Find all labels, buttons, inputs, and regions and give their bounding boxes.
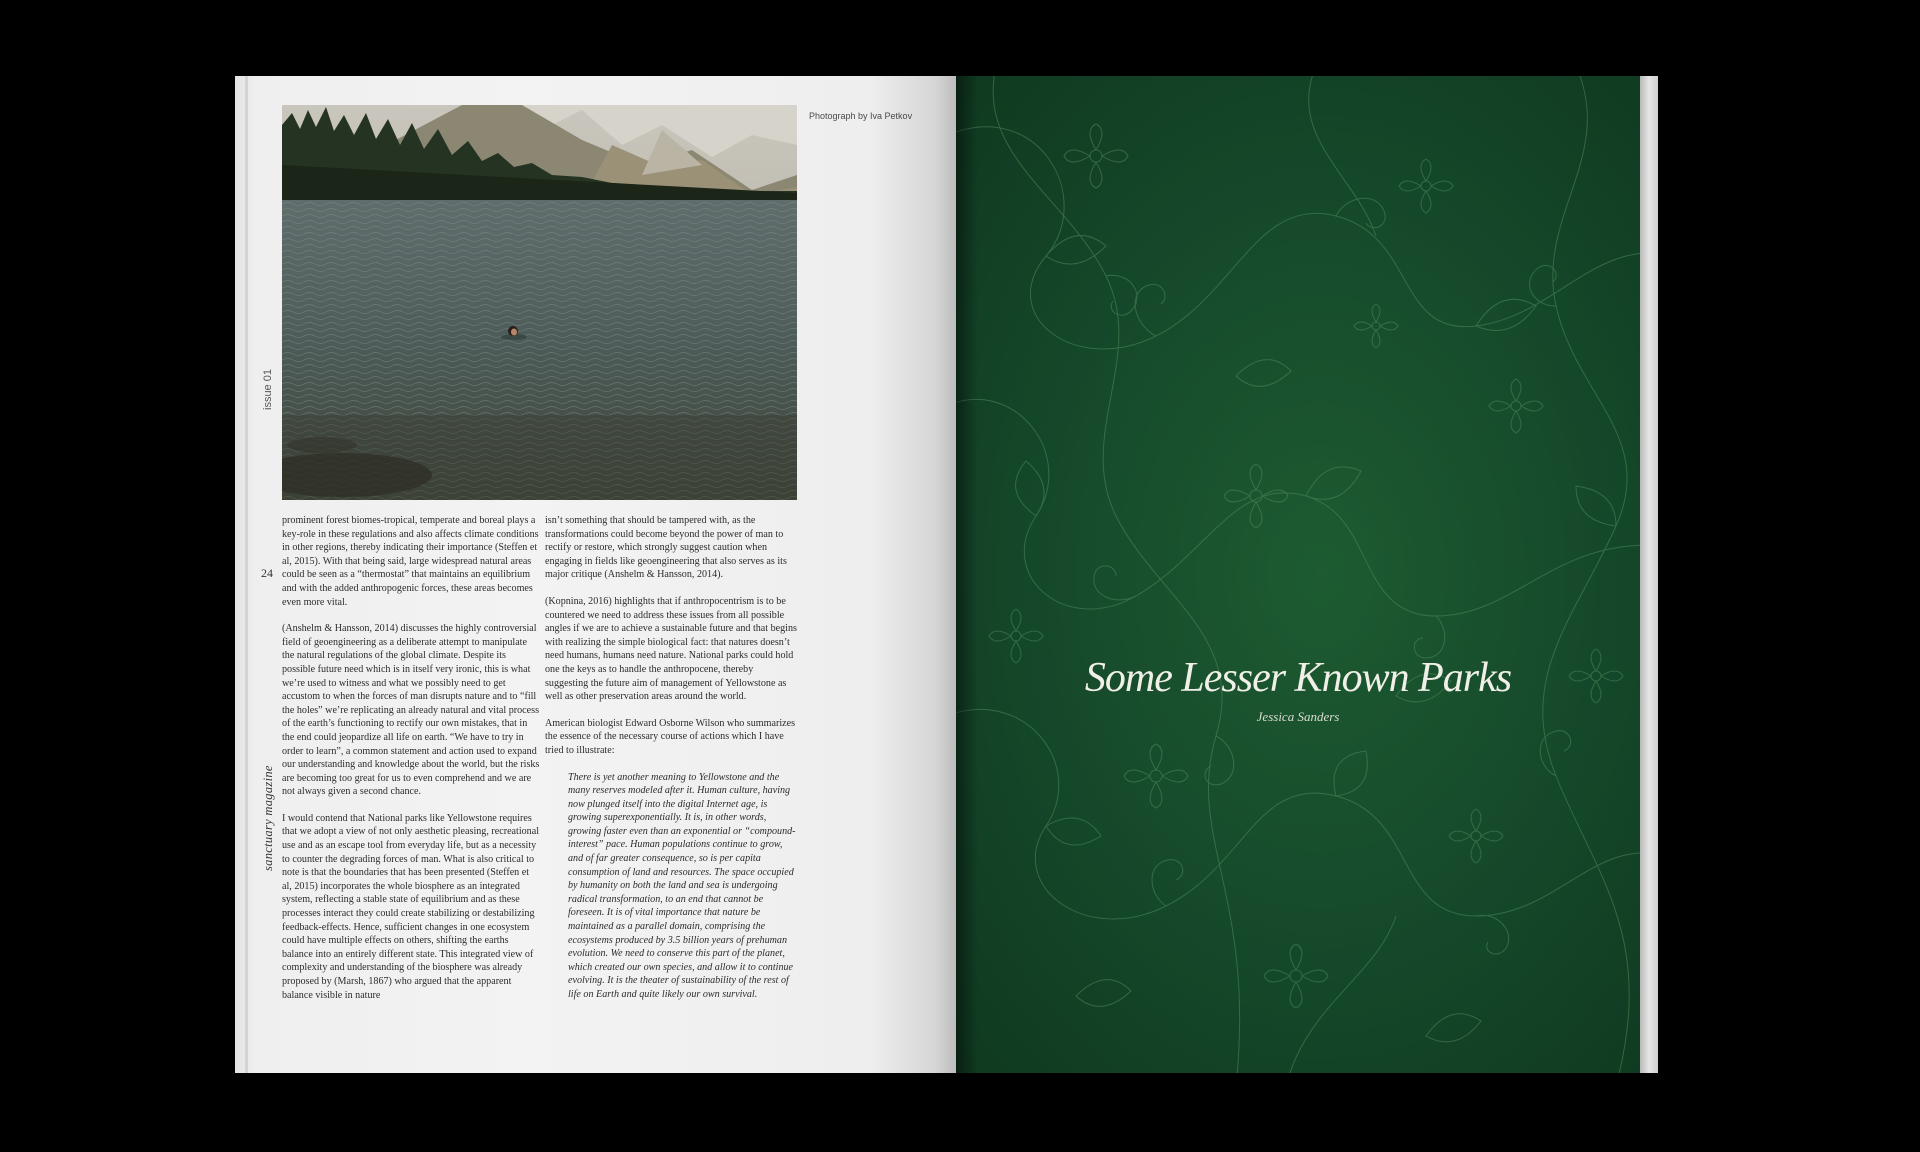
page-fore-edge [1640,76,1658,1073]
paragraph: I would contend that National parks like Yellowstone requires that we adopt a view of not only aesthetic pleasing, recreational use and as an escape tool from everyday life, but as a necessity to counter the degrading forces of man. What is also critical to note is that the boundaries that has been presented (Steffen et al, 2015) incorporates the whole biosphere as an integrated system, reflecting a stable state of equilibrium and as these processes interact they could create stabilizing or destabilizing feedback-effects. Hence, sufficient changes in one ecosystem could have multiple effects on others, shifting the earths balance into an entirely different state. This integrated view of complexity and understanding of the biosphere was already proposed by (Marsh, 1867) who argued that the apparent balance visible in nature [282,812,540,1001]
page-number: 24 [261,566,273,580]
page-edge [245,76,248,1073]
block-quote: There is yet another meaning to Yellowstone and the many reserves modeled after it. Human culture, having now plunged itself into the digital Internet age, is growing superexponentially. It is, in other words, growing faster even than an exponential or “compound-interest” pace. Human populations continue to grow, and of far greater consequence, so is per capita consumption of land and resources. The space occupied by humanity on both the land and sea is undergoing radical transformation, to an end that cannot be foreseen. It is of vital importance that nature be maintained as a parallel domain, comprising the ecosystems produced by 3.5 billion years of prehuman evolution. We need to conserve this part of the planet, which created our own species, and allow it to continue evolving. It is the theater of sustainability of the rest of life on Earth and quite likely our own survival. [568,771,796,1000]
body-column-1 [282,514,540,1015]
lake-photograph [282,105,797,500]
magazine-name: sanctuary magazine [261,765,275,871]
photo-credit: Photograph by Iva Petkov [809,111,913,121]
body-column-2 [545,514,797,1015]
paragraph: American biologist Edward Osborne Wilson who summarizes the essence of the necessary course of actions which I have tried to illustrate: [545,717,796,756]
right-page [956,76,1658,1073]
paragraph: (Anshelm & Hansson, 2014) discusses the highly controversial field of geoengineering as a deliberate attempt to manipulate the natural regulations of the global climate. Despite its possible future need which is in itself very ironic, this is what we’re used to witness and what we possibly need to get accustom to when the forces of man disrupts nature and to “fill the holes” we’re replicating an already natural and vital process of the earth’s functioning to rectify our own mistakes, that in the end could jeopardize all life on earth. “We have to try in order to learn”, a common statement and action used to expand our understanding and knowledge about the world, but the risks are becoming too great for us to even comprehend and we are not always given a second chance. [282,623,540,798]
paragraph: isn’t something that should be tampered with, as the transformations could become beyond the power of man to rectify or restore, which strongly suggest caution when engaging in fields like geoengineering that also serves as its major critique (Anshelm & Hansson, 2014). [545,515,787,581]
left-page [235,76,956,1073]
lake-photo-illustration [282,105,797,500]
article-author: Jessica Sanders [1256,709,1340,724]
paragraph: (Kopnina, 2016) highlights that if anthropocentrism is to be countered we need to address these issues from all possible angles if we are to achieve a sustainable future and that begins with realizing the simple biological fact: that natures doesn’t need humans, humans need nature. National parks could hold one the keys as to handle the anthropocene, thereby suggesting the future aim of management of Yellowstone as well as other preservation areas around the world. [545,595,797,703]
article-title: Some Lesser Known Parks [1084,655,1512,701]
gutter-shadow [956,76,978,1073]
magazine-spread [235,76,1658,1073]
paragraph: prominent forest biomes-tropical, temperate and boreal plays a key-role in these regulations and also affects climate conditions in other regions, thereby indicating their importance (Steffen et al, 2015). With that being said, large widespread natural areas could be seen as a “thermostat” that maintains an equilibrium and with the added anthropogenic forces, these areas becomes even more vital. [282,515,539,608]
floral-pattern [956,76,1658,1073]
issue-label: issue 01 [262,369,274,410]
